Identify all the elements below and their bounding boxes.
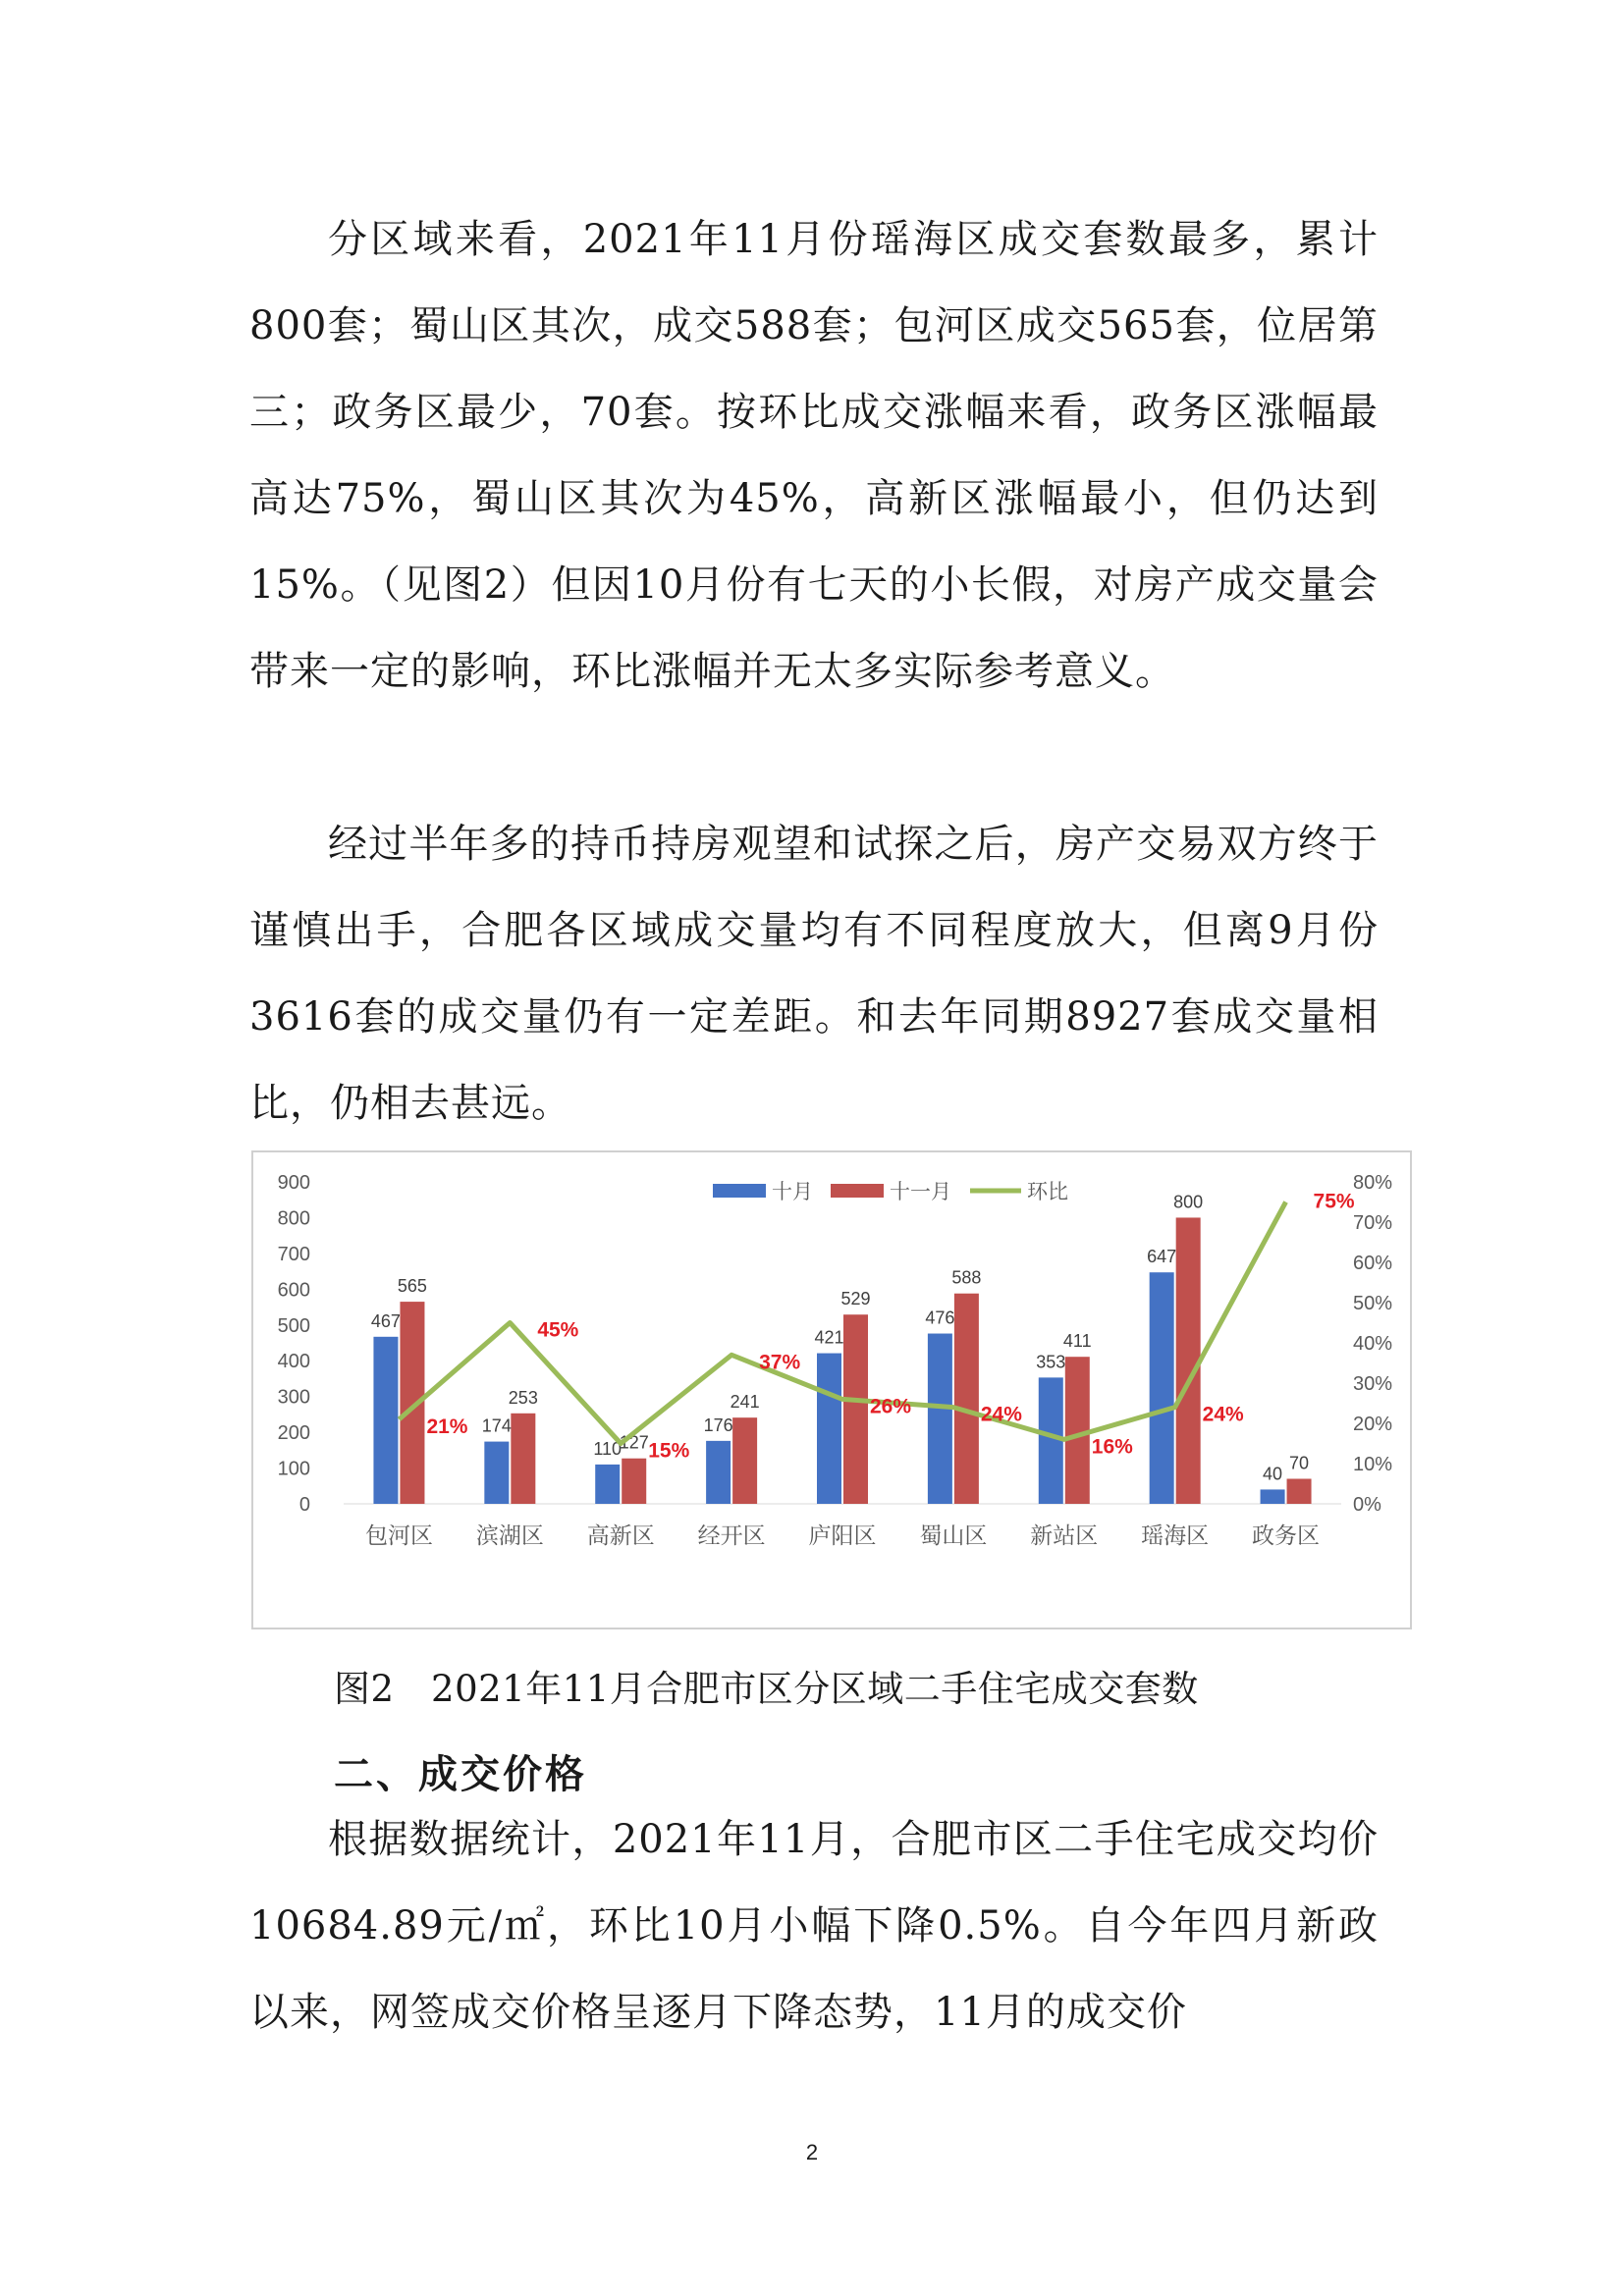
data-label-oct: 353: [1036, 1352, 1066, 1372]
percent-label: 37%: [759, 1351, 801, 1374]
percent-label: 24%: [1202, 1403, 1244, 1426]
x-category-label: 滨湖区: [475, 1523, 544, 1549]
district-sales-chart: [251, 1150, 1412, 1629]
data-label-nov: 253: [508, 1387, 538, 1408]
chart-svg: [253, 1152, 1414, 1631]
percent-label: 15%: [648, 1439, 690, 1463]
bar-nov: [1176, 1217, 1201, 1504]
legend-label-oct: 十月: [772, 1180, 813, 1203]
data-label-nov: 127: [619, 1432, 649, 1453]
bar-oct: [928, 1334, 952, 1504]
legend-label-nov: 十一月: [890, 1180, 951, 1203]
x-category-label: 瑶海区: [1141, 1523, 1210, 1549]
y2-tick-label: 60%: [1353, 1253, 1393, 1274]
bar-oct: [373, 1337, 398, 1504]
legend-label-ratio: 环比: [1027, 1180, 1068, 1203]
bar-nov: [732, 1417, 757, 1504]
bar-oct: [595, 1465, 620, 1504]
bar-nov: [843, 1314, 868, 1504]
legend-swatch-oct: [713, 1184, 766, 1198]
paragraph-price-analysis: 根据数据统计，2021年11月，合肥市区二手住宅成交均价10684.89元/㎡，环比10月小幅下降0.5%。自今年四月新政以来，网签成交价格呈逐月下降态势，11月的成交价: [249, 1817, 1379, 2035]
bar-nov: [511, 1414, 535, 1504]
data-label-oct: 40: [1263, 1464, 1283, 1484]
data-label-oct: 176: [703, 1415, 733, 1435]
y-tick-label: 200: [277, 1422, 310, 1445]
data-label-oct: 174: [481, 1415, 512, 1436]
percent-label: 16%: [1091, 1435, 1133, 1459]
y2-tick-label: 70%: [1353, 1212, 1393, 1234]
y-tick-label: 900: [277, 1172, 310, 1194]
x-category-label: 政务区: [1252, 1523, 1321, 1549]
bar-oct: [1261, 1489, 1285, 1504]
legend-swatch-nov: [831, 1184, 884, 1198]
percent-label: 21%: [426, 1415, 468, 1438]
y-tick-label: 800: [277, 1207, 310, 1230]
y-tick-label: 600: [277, 1279, 310, 1302]
data-label-nov: 800: [1173, 1192, 1204, 1212]
y-tick-label: 700: [277, 1243, 310, 1265]
bar-oct: [817, 1354, 841, 1504]
y2-tick-label: 0%: [1353, 1494, 1381, 1516]
bar-oct: [706, 1441, 731, 1504]
y2-tick-label: 50%: [1353, 1293, 1393, 1314]
x-category-label: 新站区: [1030, 1523, 1099, 1549]
data-label-nov: 588: [951, 1267, 982, 1288]
bar-nov: [622, 1459, 646, 1504]
section-heading: 二、成交价格: [334, 1751, 587, 1797]
x-category-label: 庐阳区: [808, 1523, 877, 1549]
y2-tick-label: 30%: [1353, 1373, 1393, 1395]
bar-nov: [1065, 1357, 1090, 1504]
data-label-oct: 110: [593, 1438, 623, 1459]
x-category-label: 包河区: [364, 1523, 433, 1549]
paragraph-district-analysis: 分区域来看，2021年11月份瑶海区成交套数最多，累计800套；蜀山区其次，成交588套；包河区成交565套，位居第三；政务区最少，70套。按环比成交涨幅来看，政务区涨幅最高达75%，蜀山区其次为45%，高新区涨幅最小，但仍达到15%。（见图2）但因10月份有七天的小长假，对房产成交量会带来一定的影响，环比涨幅并无太多实际参考意义。: [249, 217, 1379, 694]
data-label-nov: 411: [1062, 1331, 1092, 1352]
paragraph-market-observation: 经过半年多的持币持房观望和试探之后，房产交易双方终于谨慎出手，合肥各区域成交量均有不同程度放大，但离9月份3616套的成交量仍有一定差距。和去年同期8927套成交量相比，仍相去甚远。: [249, 822, 1379, 1126]
data-label-nov: 529: [840, 1289, 871, 1309]
data-label-oct: 421: [814, 1327, 844, 1348]
y-tick-label: 100: [277, 1458, 310, 1480]
y2-tick-label: 40%: [1353, 1333, 1393, 1355]
data-label-oct: 647: [1147, 1247, 1177, 1267]
percent-label: 24%: [980, 1403, 1022, 1426]
data-label-oct: 467: [370, 1310, 401, 1331]
figure-caption: 图2 2021年11月合肥市区分区域二手住宅成交套数: [334, 1668, 1199, 1710]
x-category-label: 高新区: [586, 1523, 655, 1549]
y-tick-label: 0: [298, 1494, 310, 1516]
x-category-label: 经开区: [697, 1523, 766, 1549]
y-tick-label: 500: [277, 1314, 310, 1337]
data-label-nov: 565: [397, 1276, 427, 1297]
y2-tick-label: 80%: [1353, 1172, 1393, 1194]
bar-nov: [1287, 1478, 1312, 1504]
page-number: 2: [805, 2140, 819, 2164]
bar-oct: [1039, 1377, 1063, 1504]
x-category-label: 蜀山区: [919, 1523, 988, 1549]
data-label-oct: 476: [925, 1308, 955, 1328]
data-label-nov: 70: [1289, 1453, 1310, 1473]
percent-label: 75%: [1313, 1190, 1355, 1213]
bar-nov: [954, 1294, 979, 1504]
y-tick-label: 400: [277, 1351, 310, 1373]
data-label-nov: 241: [730, 1392, 760, 1413]
percent-label: 45%: [537, 1318, 579, 1342]
y2-tick-label: 10%: [1353, 1454, 1393, 1475]
y-tick-label: 300: [277, 1386, 310, 1409]
bar-oct: [484, 1442, 509, 1504]
percent-label: 26%: [870, 1395, 912, 1418]
bar-oct: [1150, 1272, 1174, 1504]
y2-tick-label: 20%: [1353, 1414, 1393, 1435]
